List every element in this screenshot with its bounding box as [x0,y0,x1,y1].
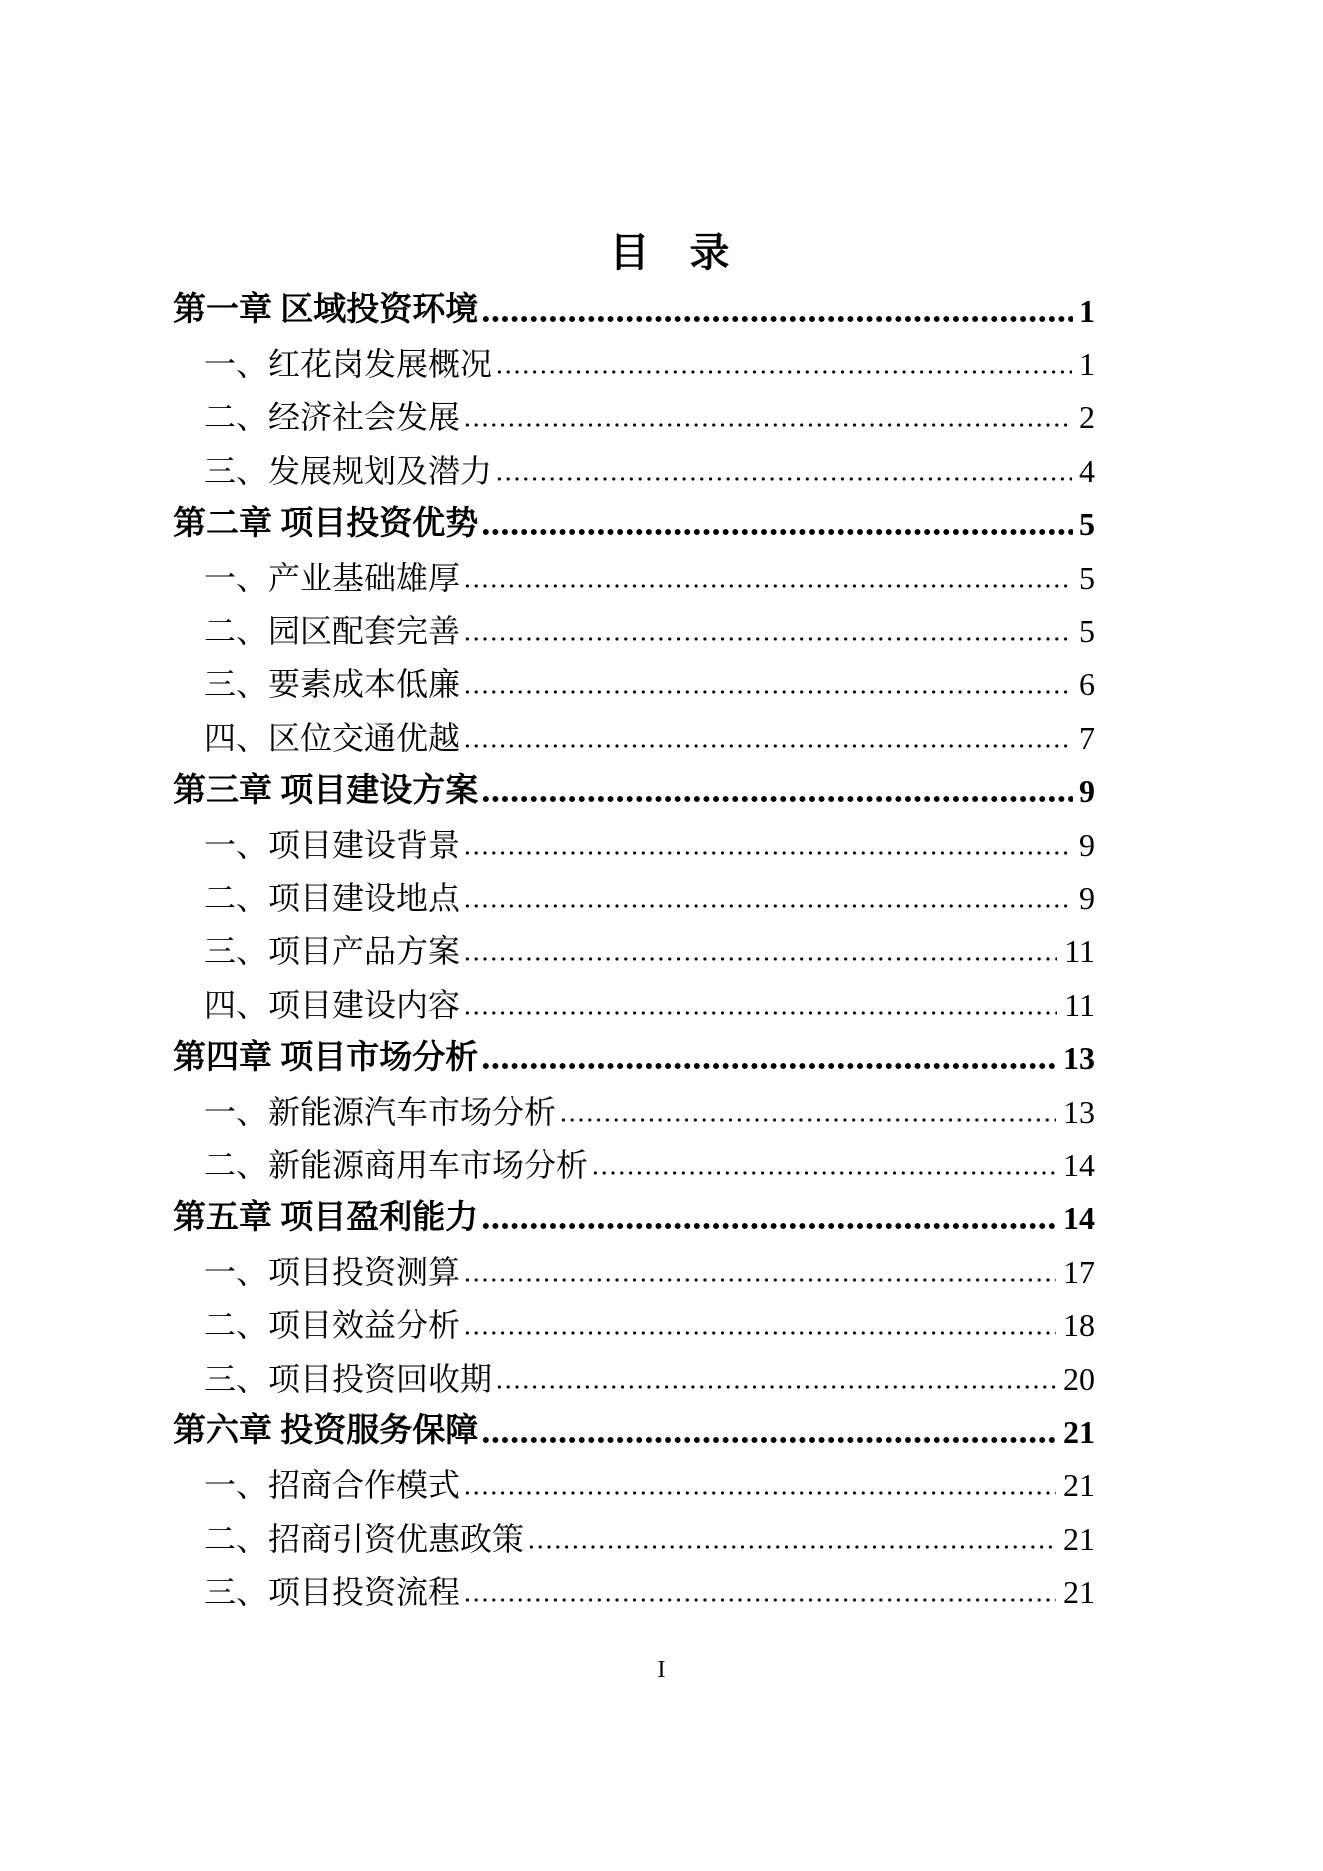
toc-entry-label: 三、发展规划及潜力 [204,452,493,489]
dot-leader [481,313,1073,325]
dot-leader [463,1274,1056,1286]
toc-entry[interactable] [173,818,1095,871]
toc-entry-label: 二、项目建设地点 [204,879,461,916]
toc-entry[interactable] [173,1245,1095,1298]
toc-entry[interactable] [173,444,1095,497]
toc-entry-label: 第二章 项目投资优势 [173,505,479,542]
dot-leader [463,633,1072,645]
toc-entry-page-number: 2 [1079,399,1095,436]
dot-leader [495,473,1072,485]
toc-entry-page-number: 9 [1079,879,1095,916]
toc-entry-label: 第一章 区域投资环境 [173,292,479,329]
toc-entry-label: 三、项目产品方案 [204,933,461,970]
toc-entry-page-number: 14 [1063,1200,1095,1237]
page-title: 目 录 [609,230,730,275]
toc-entry-label: 第三章 项目建设方案 [173,772,479,809]
toc-entry-page-number: 7 [1079,719,1095,756]
toc-entry[interactable] [173,391,1095,444]
toc-entry-page-number: 5 [1079,506,1095,543]
dot-leader [463,1594,1056,1606]
toc-entry-label: 四、区位交通优越 [204,719,461,756]
toc-entry[interactable] [173,337,1095,390]
dot-leader [463,847,1072,859]
toc-entry-page-number: 13 [1063,1093,1095,1130]
toc-entry-label: 一、产业基础雄厚 [204,559,461,596]
toc-entry-page-number: 21 [1063,1520,1095,1557]
toc-entry-label: 二、经济社会发展 [204,399,461,436]
toc-entry-label: 一、新能源汽车市场分析 [204,1093,557,1130]
toc-entry[interactable] [173,604,1095,657]
toc-entry[interactable] [173,978,1095,1031]
toc-entry-page-number: 18 [1063,1307,1095,1344]
toc-entry-page-number: 11 [1064,986,1095,1023]
dot-leader [463,580,1072,592]
dot-leader [481,1220,1057,1232]
toc-entry-label: 三、项目投资流程 [204,1574,461,1611]
toc-entry-page-number: 21 [1063,1574,1095,1611]
dot-leader [495,1381,1056,1393]
toc-entry[interactable] [173,284,1095,337]
toc-entry-page-number: 6 [1079,666,1095,703]
footer-page-number: I [657,1657,666,1683]
toc-entry-label: 四、项目建设内容 [204,986,461,1023]
toc-entry-label: 三、项目投资回收期 [204,1360,493,1397]
toc-entry[interactable] [173,1138,1095,1191]
toc-entry[interactable] [173,551,1095,604]
toc-entry[interactable] [173,1085,1095,1138]
toc-entry-label: 二、新能源商用车市场分析 [204,1146,589,1183]
toc-entry[interactable] [173,765,1095,818]
toc-entry-label: 第四章 项目市场分析 [173,1039,479,1076]
toc-entry-label: 二、项目效益分析 [204,1307,461,1344]
toc-entry[interactable] [173,1192,1095,1245]
toc-entry[interactable] [173,498,1095,551]
toc-entry-page-number: 17 [1063,1253,1095,1290]
toc-entry-label: 二、招商引资优惠政策 [204,1520,525,1557]
toc-entry-label: 一、项目投资测算 [204,1253,461,1290]
toc-entry[interactable] [173,711,1095,764]
dot-leader [463,900,1072,912]
dot-leader [463,419,1072,431]
toc-entry-label: 一、红花岗发展概况 [204,346,493,383]
toc-entry-page-number: 13 [1063,1040,1095,1077]
toc-entry[interactable] [173,871,1095,924]
toc-entry-page-number: 5 [1079,559,1095,596]
toc-entry-page-number: 9 [1079,773,1095,810]
toc-entry-page-number: 14 [1063,1146,1095,1183]
toc-entry-label: 一、项目建设背景 [204,826,461,863]
toc-entry[interactable] [173,925,1095,978]
toc-entry[interactable] [173,1512,1095,1565]
dot-leader [481,793,1073,805]
dot-leader [463,740,1072,752]
dot-leader [481,1434,1057,1446]
toc-entry-label: 三、要素成本低廉 [204,666,461,703]
toc-entry-page-number: 1 [1079,346,1095,383]
dot-leader [463,1007,1057,1019]
toc-entry[interactable] [173,1459,1095,1512]
toc-entry-page-number: 20 [1063,1360,1095,1397]
dot-leader [559,1114,1056,1126]
toc-entry-label: 第六章 投资服务保障 [173,1413,479,1450]
toc-entry-page-number: 1 [1079,292,1095,329]
dot-leader [591,1167,1056,1179]
toc-entry-page-number: 21 [1063,1467,1095,1504]
dot-leader [481,1060,1057,1072]
dot-leader [463,1487,1056,1499]
dot-leader [527,1541,1056,1553]
toc-entry-label: 二、园区配套完善 [204,613,461,650]
toc-entry[interactable] [173,658,1095,711]
toc-list [173,284,1095,1619]
toc-entry-page-number: 9 [1079,826,1095,863]
dot-leader [463,953,1057,965]
dot-leader [495,366,1072,378]
toc-entry-page-number: 5 [1079,613,1095,650]
toc-entry[interactable] [173,1352,1095,1405]
toc-entry-page-number: 11 [1064,933,1095,970]
toc-entry[interactable] [173,1405,1095,1458]
toc-entry-page-number: 21 [1063,1413,1095,1450]
toc-entry[interactable] [173,1565,1095,1618]
toc-entry[interactable] [173,1031,1095,1084]
toc-entry-page-number: 4 [1079,452,1095,489]
toc-entry-label: 第五章 项目盈利能力 [173,1199,479,1236]
dot-leader [463,1327,1056,1339]
dot-leader [481,526,1073,538]
toc-entry-label: 一、招商合作模式 [204,1467,461,1504]
toc-entry[interactable] [173,1298,1095,1351]
dot-leader [463,686,1072,698]
